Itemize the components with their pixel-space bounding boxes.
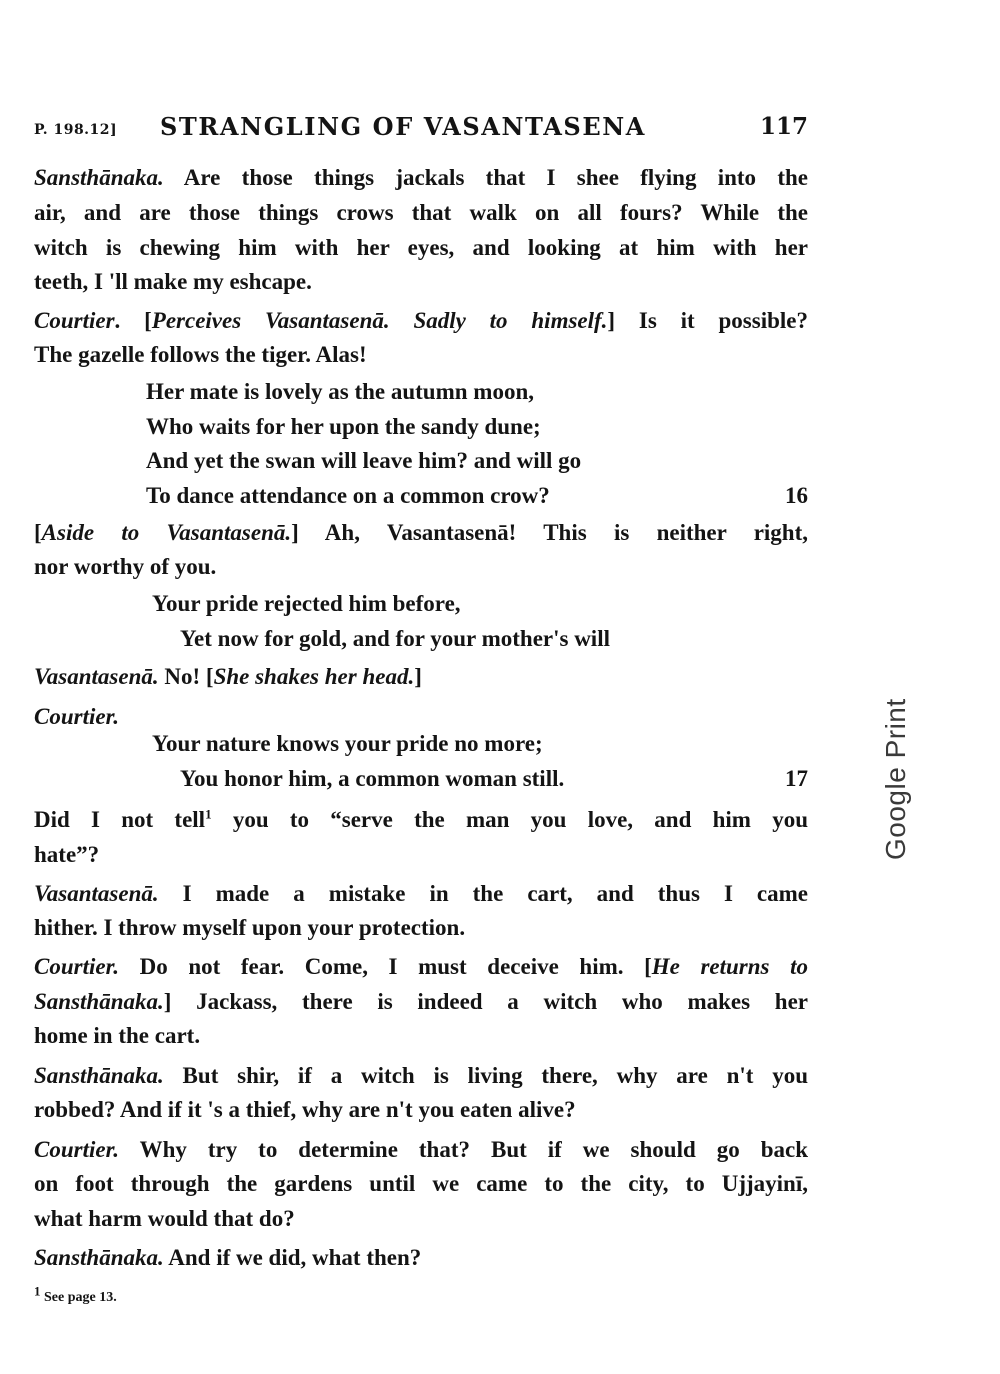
verse-line: And yet the swan will leave him? and will go [146, 448, 582, 473]
text-line: air, and are those things crows that walk on all fours? While the [34, 200, 808, 225]
text-line: The gazelle follows the tiger. Alas! [34, 342, 367, 367]
text-line: Sansthānaka. And if we did, what then? [34, 1245, 422, 1270]
text-line: teeth, I 'll make my eshcape. [34, 269, 312, 294]
text-line: what harm would that do? [34, 1206, 295, 1231]
footnote-marker: 1 [205, 806, 212, 822]
text-line: Sansthānaka. But shir, if a witch is living there, why are n't you [34, 1063, 808, 1088]
text-line: Vasantasenā. I made a mistake in the cart, and thus I came [34, 881, 808, 906]
verse-line: To dance attendance on a common crow? 16 [146, 479, 808, 513]
text-line: Sansthānaka.] Jackass, there is indeed a witch who makes her [34, 989, 808, 1014]
text-line: nor worthy of you. [34, 554, 217, 579]
google-print-watermark: Google Print [880, 698, 911, 860]
speaker-line: Courtier. [34, 704, 120, 729]
text-line: witch is chewing him with her eyes, and looking at him with her [34, 235, 808, 260]
text-line: Vasantasenā. No! [She shakes her head.] [34, 664, 422, 689]
text-line: on foot through the gardens until we came to the city, to Ujjayinī, [34, 1171, 808, 1196]
verse-number: 16 [785, 483, 808, 508]
verse-line: Your nature knows your pride no more; [152, 731, 543, 756]
verse-line: Yet now for gold, and for your mother's will [180, 626, 610, 651]
chapter-title: STRANGLING OF VASANTASENA [160, 112, 647, 141]
text-line: Sansthānaka. Are those things jackals that I shee flying into the [34, 165, 808, 190]
page-number: 117 [759, 113, 808, 140]
text-line: home in the cart. [34, 1023, 201, 1048]
running-header [34, 112, 808, 144]
verse-line: Her mate is lovely as the autumn moon, [146, 379, 535, 404]
text-line: Did I not tell$^1$ you to “serve the man you love, and him you [34, 806, 808, 832]
verse-number: 17 [785, 766, 808, 791]
page-reference: P. 198.12] [34, 122, 118, 138]
verse-line: You honor him, a common woman still. 17 [180, 762, 808, 796]
text-line: hate”? [34, 842, 100, 867]
text-line: hither. I throw myself upon your protection. [34, 915, 466, 940]
footnote: $^1$ See page 13. [34, 1283, 117, 1305]
text-line: Courtier. Do not fear. Come, I must deceive him. [He returns to [34, 954, 809, 979]
text-line: Courtier. [Perceives Vasantasenā. Sadly to himself.] Is it possible? [34, 308, 808, 333]
text-line: [Aside to Vasantasenā.] Ah, Vasantasenā! This is neither right, [34, 520, 808, 545]
text-line: Courtier. Why try to determine that? But if we should go back [34, 1137, 808, 1162]
text-line: robbed? And if it 's a thief, why are n't you eaten alive? [34, 1097, 576, 1122]
verse-line: Your pride rejected him before, [152, 591, 461, 616]
verse-line: Who waits for her upon the sandy dune; [146, 414, 541, 439]
